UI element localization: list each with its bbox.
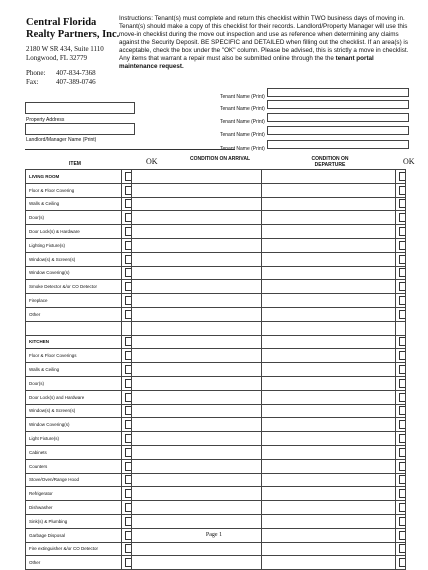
ok-departure-cell	[396, 321, 406, 335]
item-label: Refrigerator	[26, 487, 122, 501]
condition-departure-field[interactable]	[262, 432, 396, 446]
condition-departure-field[interactable]	[262, 445, 396, 459]
tenant-name-field-2[interactable]	[267, 100, 409, 109]
condition-arrival-field[interactable]	[132, 266, 262, 280]
condition-departure-field[interactable]	[262, 514, 396, 528]
ok-departure-checkbox[interactable]	[399, 489, 406, 498]
ok-departure-checkbox[interactable]	[399, 462, 406, 471]
condition-arrival-field[interactable]	[132, 473, 262, 487]
phone-number: 407-834-7368	[56, 69, 96, 77]
ok-departure-cell	[396, 514, 406, 528]
company-name	[26, 17, 119, 41]
ok-departure-checkbox[interactable]	[399, 337, 406, 346]
condition-departure-field[interactable]	[262, 170, 396, 184]
condition-arrival-field[interactable]	[132, 238, 262, 252]
condition-arrival-field[interactable]	[132, 294, 262, 308]
ok-departure-checkbox[interactable]	[399, 172, 406, 181]
ok-departure-cell	[396, 473, 406, 487]
condition-departure-field[interactable]	[262, 501, 396, 515]
ok-departure-checkbox[interactable]	[399, 517, 406, 526]
condition-departure-field[interactable]	[262, 211, 396, 225]
table-row	[26, 473, 406, 487]
ok-departure-checkbox[interactable]	[399, 558, 406, 567]
landlord-name-field[interactable]	[25, 123, 135, 135]
ok-departure-cell	[396, 294, 406, 308]
condition-arrival-field[interactable]	[132, 445, 262, 459]
ok-departure-checkbox[interactable]	[399, 310, 406, 319]
ok-departure-checkbox[interactable]	[399, 475, 406, 484]
condition-arrival-field[interactable]	[132, 390, 262, 404]
item-label: Light Fixture(s)	[26, 432, 122, 446]
table-row	[26, 556, 406, 570]
instructions	[119, 15, 414, 71]
condition-arrival-field[interactable]	[132, 170, 262, 184]
table-row	[26, 404, 406, 418]
condition-departure-field[interactable]	[262, 183, 396, 197]
ok-departure-cell	[396, 501, 406, 515]
col-header-item: ITEM	[69, 161, 81, 167]
table-row	[26, 225, 406, 239]
ok-departure-cell	[396, 307, 406, 321]
ok-arrival-cell	[122, 335, 132, 349]
ok-departure-cell	[396, 445, 406, 459]
tenant-name-label-3: Tenant Name (Print)	[220, 119, 265, 125]
ok-arrival-cell	[122, 349, 132, 363]
item-label: Sink(s) & Plumbing	[26, 514, 122, 528]
col-header-departure: CONDITION ON DEPARTURE	[311, 156, 349, 168]
condition-departure-field[interactable]	[262, 376, 396, 390]
ok-departure-cell	[396, 335, 406, 349]
ok-arrival-cell	[122, 556, 132, 570]
ok-arrival-cell	[122, 294, 132, 308]
address-line1: 2180 W SR 434, Suite 1110	[26, 45, 104, 53]
item-label: Walls & Ceiling	[26, 197, 122, 211]
ok-departure-checkbox[interactable]	[399, 379, 406, 388]
ok-departure-checkbox[interactable]	[399, 186, 406, 195]
table-row	[26, 349, 406, 363]
col-header-ok-departure: OK	[403, 157, 415, 166]
company-name-line2: Realty Partners, Inc.	[26, 29, 120, 40]
ok-arrival-cell	[122, 514, 132, 528]
ok-departure-cell	[396, 376, 406, 390]
item-label: Lighting Fixture(s)	[26, 238, 122, 252]
table-row	[26, 321, 406, 335]
ok-departure-cell	[396, 556, 406, 570]
table-row	[26, 197, 406, 211]
ok-departure-checkbox[interactable]	[399, 406, 406, 415]
condition-departure-field[interactable]	[262, 225, 396, 239]
condition-arrival-field[interactable]	[132, 418, 262, 432]
condition-arrival-field[interactable]	[132, 252, 262, 266]
condition-departure-field[interactable]	[262, 280, 396, 294]
ok-departure-checkbox[interactable]	[399, 420, 406, 429]
ok-arrival-cell	[122, 487, 132, 501]
instructions-lead: Instructions:	[119, 15, 153, 22]
section-row	[26, 335, 406, 349]
condition-departure-field[interactable]	[262, 390, 396, 404]
condition-departure-field[interactable]	[262, 266, 396, 280]
item-label: Door(s)	[26, 376, 122, 390]
condition-arrival-field[interactable]	[132, 556, 262, 570]
checklist-table	[25, 169, 406, 570]
table-row	[26, 294, 406, 308]
condition-departure-field[interactable]	[262, 487, 396, 501]
item-label: Walls & Ceiling	[26, 363, 122, 377]
item-label: Counters	[26, 459, 122, 473]
item-label: Door Lock(s) & Hardware	[26, 225, 122, 239]
contact-info	[26, 69, 96, 87]
ok-departure-cell	[396, 170, 406, 184]
ok-departure-cell	[396, 459, 406, 473]
table-row	[26, 280, 406, 294]
ok-arrival-cell	[122, 307, 132, 321]
table-row	[26, 238, 406, 252]
fax-label: Fax:	[26, 78, 39, 86]
table-row	[26, 445, 406, 459]
condition-arrival-field[interactable]	[132, 487, 262, 501]
condition-arrival-field[interactable]	[132, 211, 262, 225]
condition-arrival-field[interactable]	[132, 501, 262, 515]
ok-departure-checkbox[interactable]	[399, 255, 406, 264]
ok-arrival-cell	[122, 404, 132, 418]
condition-departure-field[interactable]	[262, 252, 396, 266]
ok-departure-checkbox[interactable]	[399, 282, 406, 291]
ok-departure-cell	[396, 211, 406, 225]
condition-arrival-field[interactable]	[132, 376, 262, 390]
ok-departure-cell	[396, 238, 406, 252]
condition-departure-field[interactable]	[262, 294, 396, 308]
condition-departure-field	[262, 321, 396, 335]
condition-arrival-field[interactable]	[132, 225, 262, 239]
item-label: Smoke Detector &/or CO Detector	[26, 280, 122, 294]
table-row	[26, 183, 406, 197]
ok-departure-checkbox[interactable]	[399, 199, 406, 208]
table-row	[26, 390, 406, 404]
ok-departure-cell	[396, 432, 406, 446]
col-header-ok-arrival: OK	[146, 157, 158, 166]
ok-departure-cell	[396, 349, 406, 363]
item-label: Window(s) & Screen(s)	[26, 404, 122, 418]
condition-arrival-field[interactable]	[132, 335, 262, 349]
ok-arrival-cell	[122, 501, 132, 515]
table-row	[26, 487, 406, 501]
ok-departure-checkbox[interactable]	[399, 503, 406, 512]
ok-arrival-cell	[122, 266, 132, 280]
ok-departure-checkbox[interactable]	[399, 448, 406, 457]
condition-departure-field[interactable]	[262, 363, 396, 377]
item-label: Cabinets	[26, 445, 122, 459]
address-line2: Longwood, FL 32779	[26, 54, 87, 62]
condition-arrival-field[interactable]	[132, 459, 262, 473]
ok-arrival-cell	[122, 432, 132, 446]
item-label: Window Covering(s)	[26, 418, 122, 432]
instructions-text: Tenant(s) must complete and return this checklist within TWO business days of moving in. Tenant(s) should make a copy of this checklist for their records. Landlord/Property Manager will use this move-in checklist during the move out inspection and use as reference when determining any claims against the Security Deposit. BE SPECIFIC and DETAILED when filling out the checklist. If an area(s) is acceptable, check the box under the "OK" column. Please be advised, this is strictly a move in checklist. Any items that warrant a repair must also be submitted online through the the	[119, 15, 409, 62]
item-label: Garbage Disposal	[26, 528, 122, 542]
item-label: Floor & Floor Coverings	[26, 349, 122, 363]
condition-arrival-field[interactable]	[132, 183, 262, 197]
condition-departure-field[interactable]	[262, 404, 396, 418]
table-row	[26, 211, 406, 225]
item-label: Other	[26, 556, 122, 570]
page-number: Page 1	[205, 532, 223, 538]
condition-arrival-field[interactable]	[132, 363, 262, 377]
condition-departure-field[interactable]	[262, 556, 396, 570]
ok-departure-checkbox[interactable]	[399, 365, 406, 374]
table-row	[26, 459, 406, 473]
condition-departure-field[interactable]	[262, 307, 396, 321]
ok-departure-checkbox[interactable]	[399, 268, 406, 277]
ok-arrival-cell	[122, 418, 132, 432]
item-label	[26, 321, 122, 335]
condition-arrival-field[interactable]	[132, 280, 262, 294]
condition-departure-field[interactable]	[262, 238, 396, 252]
ok-departure-checkbox[interactable]	[399, 544, 406, 553]
ok-departure-cell	[396, 487, 406, 501]
tenant-name-field-3[interactable]	[267, 113, 409, 122]
ok-arrival-cell	[122, 197, 132, 211]
ok-departure-checkbox[interactable]	[399, 351, 406, 360]
ok-departure-cell	[396, 266, 406, 280]
condition-departure-field[interactable]	[262, 459, 396, 473]
ok-departure-checkbox[interactable]	[399, 393, 406, 402]
item-label: Door(s)	[26, 211, 122, 225]
ok-departure-checkbox[interactable]	[399, 296, 406, 305]
item-label: Window(s) & Screen(s)	[26, 252, 122, 266]
ok-departure-cell	[396, 404, 406, 418]
tenant-name-label-4: Tenant Name (Print)	[220, 132, 265, 138]
landlord-name-label: Landlord/Manager Name (Print)	[26, 137, 97, 143]
ok-arrival-cell	[122, 321, 132, 335]
ok-departure-cell	[396, 418, 406, 432]
condition-arrival-field[interactable]	[132, 404, 262, 418]
ok-departure-checkbox[interactable]	[399, 241, 406, 250]
header-divider	[25, 149, 235, 150]
condition-arrival-field[interactable]	[132, 197, 262, 211]
condition-departure-field[interactable]	[262, 349, 396, 363]
ok-arrival-cell	[122, 170, 132, 184]
section-title: LIVING ROOM	[26, 170, 122, 184]
ok-arrival-cell	[122, 473, 132, 487]
ok-arrival-cell	[122, 363, 132, 377]
ok-departure-checkbox[interactable]	[399, 227, 406, 236]
ok-departure-cell	[396, 252, 406, 266]
ok-departure-cell	[396, 390, 406, 404]
ok-departure-cell	[396, 225, 406, 239]
ok-departure-cell	[396, 280, 406, 294]
ok-departure-cell	[396, 197, 406, 211]
ok-arrival-cell	[122, 252, 132, 266]
ok-arrival-cell	[122, 376, 132, 390]
item-label: Other	[26, 307, 122, 321]
condition-arrival-field[interactable]	[132, 432, 262, 446]
condition-arrival-field[interactable]	[132, 307, 262, 321]
item-label: Dishwasher	[26, 501, 122, 515]
ok-arrival-cell	[122, 238, 132, 252]
tenant-name-field-4[interactable]	[267, 126, 409, 135]
section-row	[26, 170, 406, 184]
item-label: Stove/Oven/Range Hood	[26, 473, 122, 487]
ok-departure-cell	[396, 183, 406, 197]
table-row	[26, 501, 406, 515]
table-row	[26, 376, 406, 390]
tenant-name-label-1: Tenant Name (Print)	[220, 94, 265, 100]
company-address	[26, 45, 104, 63]
ok-arrival-cell	[122, 225, 132, 239]
ok-departure-checkbox[interactable]	[399, 434, 406, 443]
table-row	[26, 514, 406, 528]
ok-arrival-cell	[122, 280, 132, 294]
section-title: KITCHEN	[26, 335, 122, 349]
ok-arrival-cell	[122, 211, 132, 225]
condition-departure-field[interactable]	[262, 335, 396, 349]
phone-label: Phone:	[26, 69, 46, 77]
ok-arrival-cell	[122, 390, 132, 404]
item-label: Fireplace	[26, 294, 122, 308]
ok-departure-checkbox[interactable]	[399, 213, 406, 222]
tenant-name-label-2: Tenant Name (Print)	[220, 106, 265, 112]
property-address-label: Property Address	[26, 117, 65, 123]
table-row	[26, 432, 406, 446]
condition-departure-field[interactable]	[262, 473, 396, 487]
item-label: Floor & Floor Covering	[26, 183, 122, 197]
table-row	[26, 266, 406, 280]
item-label: Door Lock(s) and Hardware	[26, 390, 122, 404]
ok-arrival-cell	[122, 183, 132, 197]
condition-arrival-field[interactable]	[132, 349, 262, 363]
instructions-portal-link: tenant portal maintenance request.	[119, 55, 374, 70]
ok-arrival-cell	[122, 459, 132, 473]
table-row	[26, 418, 406, 432]
tenant-name-label-5: Tenant Name (Print)	[220, 146, 265, 152]
property-address-field[interactable]	[25, 102, 135, 114]
table-row	[26, 363, 406, 377]
ok-departure-cell	[396, 363, 406, 377]
table-row	[26, 307, 406, 321]
condition-departure-field[interactable]	[262, 418, 396, 432]
condition-arrival-field	[132, 321, 262, 335]
fax-number: 407-389-0746	[56, 78, 96, 86]
tenant-name-field-5[interactable]	[267, 140, 409, 149]
ok-arrival-cell	[122, 445, 132, 459]
col-header-arrival: CONDITION ON ARRIVAL	[190, 156, 250, 162]
tenant-name-field-1[interactable]	[267, 88, 409, 97]
condition-departure-field[interactable]	[262, 197, 396, 211]
condition-arrival-field[interactable]	[132, 514, 262, 528]
company-name-line1: Central Florida	[26, 17, 97, 28]
item-label: Window Covering(s)	[26, 266, 122, 280]
item-label: Fire extinguisher &/or CO Detector	[26, 542, 122, 556]
table-row	[26, 252, 406, 266]
